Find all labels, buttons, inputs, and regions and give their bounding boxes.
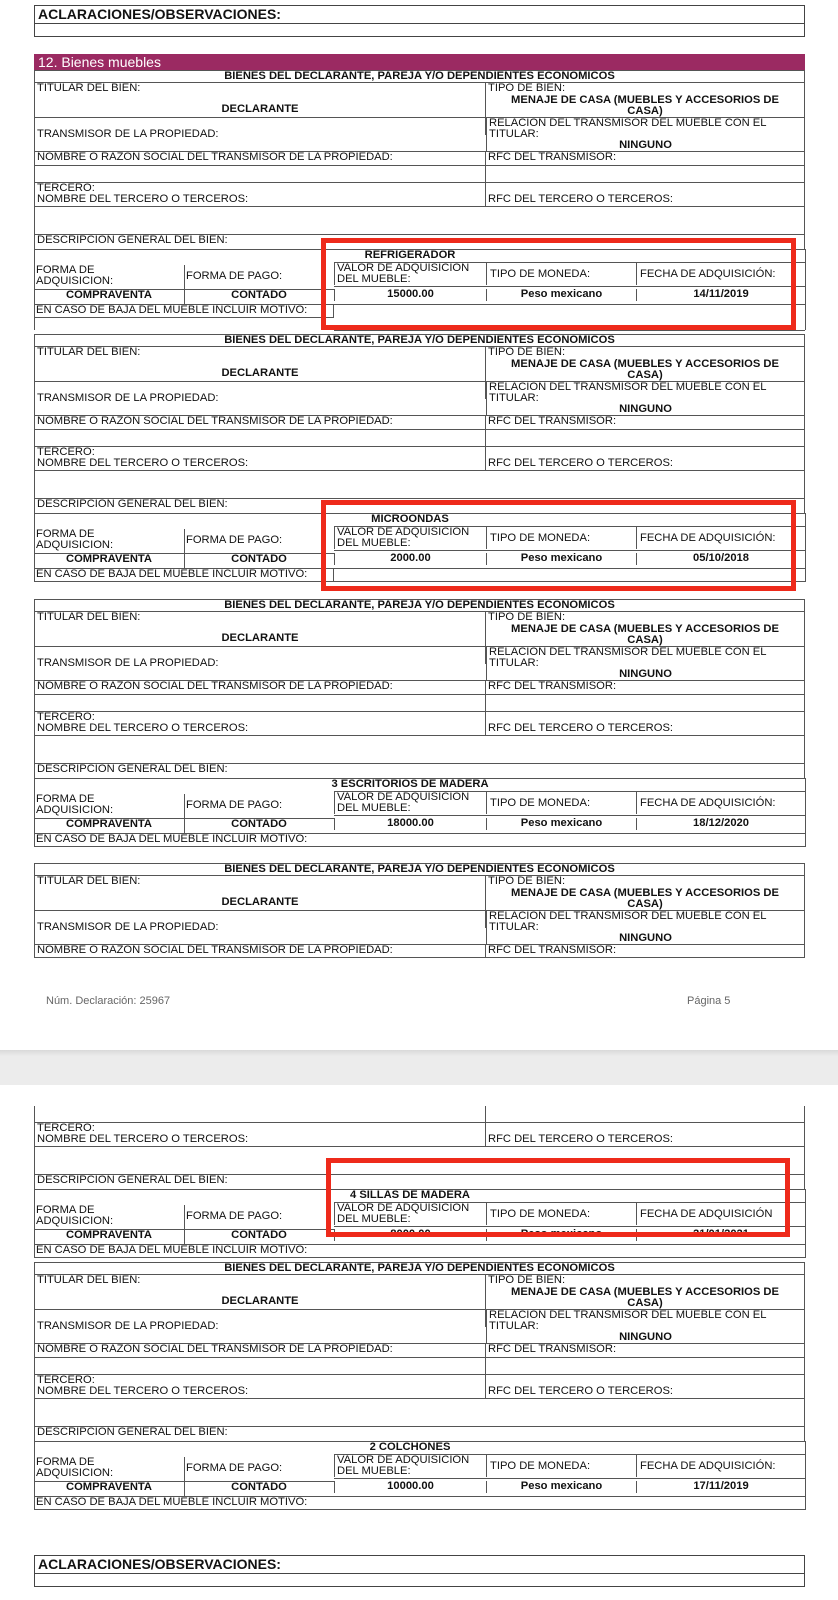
forma-adquisicion-label-2: ADQUISICIÓN:: [36, 1468, 114, 1479]
rfc-transmisor-label: RFC DEL TRANSMISOR:: [486, 945, 805, 958]
valor-label-2: DEL MUEBLE:: [334, 538, 486, 549]
titular-label: TITULAR DEL BIEN:: [34, 1275, 486, 1327]
fecha-label: FECHA DE ADQUISICIÓN:: [636, 792, 805, 814]
tipo-value-2: CASA): [486, 899, 805, 910]
moneda-label: TIPO DE MONEDA:: [486, 1455, 636, 1477]
nombre-tercero-label: NOMBRE DEL TERCERO O TERCEROS:: [34, 1386, 486, 1398]
titular-label: TITULAR DEL BIEN:: [34, 612, 486, 664]
document-page-2: [0, 1085, 838, 1600]
forma-pago-label: FORMA DE PAGO:: [186, 534, 283, 546]
rfc-tercero-label: RFC DEL TERCERO O TERCEROS:: [486, 1375, 805, 1398]
tercero-label: TERCERO:: [34, 447, 486, 458]
descripcion-value: 2 COLCHONES: [369, 1442, 451, 1453]
moneda-value: Peso mexicano: [486, 1229, 636, 1241]
rfc-tercero-label: RFC DEL TERCERO O TERCEROS:: [486, 447, 805, 470]
valor-value: 18000.00: [334, 818, 486, 830]
nombre-transmisor-label: NOMBRE O RAZÓN SOCIAL DEL TRANSMISOR DE LA PROPIEDAD:: [34, 1344, 486, 1357]
forma-pago-value: CONTADO: [231, 290, 287, 301]
relacion-value: NINGUNO: [486, 1332, 805, 1343]
forma-adquisicion-value: COMPRAVENTA: [66, 1230, 152, 1241]
valor-label-1: VALOR DE ADQUISICIÓN: [334, 263, 486, 274]
forma-adquisicion-value: COMPRAVENTA: [66, 290, 152, 301]
block-title: BIENES DEL DECLARANTE, PAREJA Y/O DEPENDIENTES ECONÓMICOS: [34, 70, 805, 83]
relacion-label-2: TITULAR:: [486, 922, 805, 933]
baja-label: EN CASO DE BAJA DEL MUEBLE INCLUIR MOTIVO:: [34, 305, 334, 317]
relacion-value: NINGUNO: [486, 140, 805, 151]
descripcion-value: MICROONDAS: [371, 514, 449, 525]
valor-label-1: VALOR DE ADQUISICIÓN: [334, 792, 486, 803]
fecha-label: FECHA DE ADQUISICIÓN:: [636, 527, 805, 549]
titular-value: DECLARANTE: [221, 104, 299, 115]
moneda-value: Peso mexicano: [486, 818, 636, 830]
valor-label-2: DEL MUEBLE:: [334, 1214, 486, 1225]
nombre-tercero-label: NOMBRE DEL TERCERO O TERCEROS:: [34, 194, 486, 206]
descripcion-label: DESCRIPCIÓN GENERAL DEL BIEN:: [34, 499, 805, 513]
forma-adquisicion-value: COMPRAVENTA: [66, 1482, 152, 1493]
tipo-value-1: MENAJE DE CASA (MUEBLES Y ACCESORIOS DE: [486, 624, 805, 635]
valor-value: 10000.00: [334, 1481, 486, 1493]
forma-adquisicion-label-2: ADQUISICIÓN:: [36, 276, 114, 287]
rfc-transmisor-label: RFC DEL TRANSMISOR:: [486, 152, 805, 165]
transmisor-label: TRANSMISOR DE LA PROPIEDAD:: [34, 1310, 486, 1343]
nombre-tercero-label: NOMBRE DEL TERCERO O TERCEROS:: [34, 1134, 486, 1146]
descripcion-value: 3 ESCRITORIOS DE MADERA: [331, 779, 489, 790]
baja-label: EN CASO DE BAJA DEL MUEBLE INCLUIR MOTIVO:: [36, 1497, 308, 1508]
relacion-label-1: RELACIÓN DEL TRANSMISOR DEL MUEBLE CON EL: [486, 911, 805, 922]
forma-adquisicion-value: COMPRAVENTA: [66, 819, 152, 830]
section-title: 12. Bienes muebles: [34, 54, 805, 70]
fecha-label: FECHA DE ADQUISICIÓN:: [636, 263, 805, 285]
relacion-label-1: RELACIÓN DEL TRANSMISOR DEL MUEBLE CON EL: [486, 382, 805, 393]
tipo-value-2: CASA): [486, 635, 805, 646]
forma-adquisicion-label-1: FORMA DE: [36, 529, 95, 540]
forma-pago-label: FORMA DE PAGO:: [186, 270, 283, 282]
valor-label-1: VALOR DE ADQUISICIÓN: [334, 1455, 486, 1466]
baja-label: EN CASO DE BAJA DEL MUEBLE INCLUIR MOTIVO:: [36, 834, 308, 845]
nombre-transmisor-label: NOMBRE O RAZÓN SOCIAL DEL TRANSMISOR DE LA PROPIEDAD:: [34, 681, 486, 694]
tipo-value-1: MENAJE DE CASA (MUEBLES Y ACCESORIOS DE: [486, 359, 805, 370]
block-title: BIENES DEL DECLARANTE, PAREJA Y/O DEPENDIENTES ECONÓMICOS: [34, 1262, 805, 1275]
fecha-value: 05/10/2018: [636, 553, 805, 565]
rfc-transmisor-label: RFC DEL TRANSMISOR:: [486, 1344, 805, 1357]
highlight-box-1: [321, 238, 796, 330]
tercero-label: TERCERO:: [34, 1123, 486, 1134]
titular-label: TITULAR DEL BIEN:: [34, 347, 486, 399]
descripcion-value: 4 SILLAS DE MADERA: [350, 1190, 470, 1201]
moneda-value: Peso mexicano: [486, 1481, 636, 1493]
tercero-label: TERCERO:: [34, 1375, 486, 1386]
rfc-transmisor-label: RFC DEL TRANSMISOR:: [486, 681, 805, 694]
nombre-tercero-label: NOMBRE DEL TERCERO O TERCEROS:: [34, 458, 486, 470]
forma-adquisicion-value: COMPRAVENTA: [66, 554, 152, 565]
descripcion-value: REFRIGERADOR: [364, 250, 456, 261]
transmisor-label: TRANSMISOR DE LA PROPIEDAD:: [34, 647, 486, 680]
forma-pago-label: FORMA DE PAGO:: [186, 1210, 283, 1222]
valor-label-1: VALOR DE ADQUISICIÓN: [334, 527, 486, 538]
forma-pago-value: CONTADO: [231, 554, 287, 565]
forma-adquisicion-label-1: FORMA DE: [36, 794, 95, 805]
moneda-value: Peso mexicano: [486, 553, 636, 565]
transmisor-label: TRANSMISOR DE LA PROPIEDAD:: [34, 118, 486, 151]
baja-label: EN CASO DE BAJA DEL MUEBLE INCLUIR MOTIVO:: [34, 569, 334, 581]
transmisor-label: TRANSMISOR DE LA PROPIEDAD:: [34, 382, 486, 415]
fecha-value: 21/01/2021: [636, 1229, 805, 1241]
descripcion-label: DESCRIPCIÓN GENERAL DEL BIEN:: [34, 1427, 805, 1441]
block-title: BIENES DEL DECLARANTE, PAREJA Y/O DEPENDIENTES ECONÓMICOS: [34, 334, 805, 347]
tipo-value-2: CASA): [486, 370, 805, 381]
titular-value: DECLARANTE: [221, 368, 299, 379]
titular-value: DECLARANTE: [221, 633, 299, 644]
relacion-label-1: RELACIÓN DEL TRANSMISOR DEL MUEBLE CON EL: [486, 1310, 805, 1321]
nombre-tercero-label: NOMBRE DEL TERCERO O TERCEROS:: [34, 723, 486, 735]
relacion-label-2: TITULAR:: [486, 1321, 805, 1332]
titular-value: DECLARANTE: [221, 897, 299, 908]
tipo-value-2: CASA): [486, 106, 805, 117]
rfc-tercero-label: RFC DEL TERCERO O TERCEROS:: [486, 712, 805, 735]
valor-label-2: DEL MUEBLE:: [334, 1466, 486, 1477]
relacion-label-2: TITULAR:: [486, 393, 805, 404]
baja-label: EN CASO DE BAJA DEL MUEBLE INCLUIR MOTIVO:: [36, 1245, 308, 1256]
moneda-label: TIPO DE MONEDA:: [486, 263, 636, 285]
fecha-label: FECHA DE ADQUISICIÓN: [636, 1203, 805, 1225]
observations-label: ACLARACIONES/OBSERVACIONES:: [35, 1556, 804, 1574]
tipo-value-2: CASA): [486, 1298, 805, 1309]
page-gap: [0, 1050, 838, 1085]
descripcion-label: DESCRIPCIÓN GENERAL DEL BIEN:: [34, 764, 805, 778]
tipo-value-1: MENAJE DE CASA (MUEBLES Y ACCESORIOS DE: [486, 95, 805, 106]
forma-adquisicion-label-2: ADQUISICIÓN:: [36, 1216, 114, 1227]
relacion-value: NINGUNO: [486, 669, 805, 680]
titular-label: TITULAR DEL BIEN:: [34, 83, 486, 135]
moneda-label: TIPO DE MONEDA:: [486, 1203, 636, 1225]
relacion-label-1: RELACIÓN DEL TRANSMISOR DEL MUEBLE CON EL: [486, 118, 805, 129]
valor-label-1: VALOR DE ADQUISICIÓN: [334, 1203, 486, 1214]
valor-label-2: DEL MUEBLE:: [334, 803, 486, 814]
valor-value: 8000.00: [334, 1229, 486, 1241]
rfc-tercero-label: RFC DEL TERCERO O TERCEROS:: [486, 183, 805, 206]
footer-declaration-number: Núm. Declaración: 25967: [46, 995, 171, 1007]
forma-pago-value: CONTADO: [231, 1482, 287, 1493]
fecha-value: 18/12/2020: [636, 818, 805, 830]
descripcion-label: DESCRIPCIÓN GENERAL DEL BIEN:: [34, 1175, 805, 1189]
block-title: BIENES DEL DECLARANTE, PAREJA Y/O DEPENDIENTES ECONÓMICOS: [34, 599, 805, 612]
rfc-transmisor-label: RFC DEL TRANSMISOR:: [486, 416, 805, 429]
titular-value: DECLARANTE: [221, 1296, 299, 1307]
tipo-value-1: MENAJE DE CASA (MUEBLES Y ACCESORIOS DE: [486, 1287, 805, 1298]
rfc-tercero-label: RFC DEL TERCERO O TERCEROS:: [486, 1123, 805, 1146]
tipo-label: TIPO DE BIEN:: [486, 83, 805, 95]
forma-pago-value: CONTADO: [231, 1230, 287, 1241]
valor-value: 15000.00: [334, 289, 486, 301]
nombre-transmisor-label: NOMBRE O RAZÓN SOCIAL DEL TRANSMISOR DE LA PROPIEDAD:: [34, 945, 486, 958]
valor-value: 2000.00: [334, 553, 486, 565]
tipo-value-1: MENAJE DE CASA (MUEBLES Y ACCESORIOS DE: [486, 888, 805, 899]
forma-pago-label: FORMA DE PAGO:: [186, 1462, 283, 1474]
fecha-value: 14/11/2019: [636, 289, 805, 301]
forma-pago-label: FORMA DE PAGO:: [186, 799, 283, 811]
tercero-label: TERCERO:: [34, 712, 486, 723]
footer-page-number: Página 5: [687, 995, 731, 1007]
relacion-label-2: TITULAR:: [486, 129, 805, 140]
forma-pago-value: CONTADO: [231, 819, 287, 830]
observations-box-top: [34, 5, 805, 37]
moneda-label: TIPO DE MONEDA:: [486, 792, 636, 814]
forma-adquisicion-label-2: ADQUISICIÓN:: [36, 805, 114, 816]
fecha-label: FECHA DE ADQUISICIÓN:: [636, 1455, 805, 1477]
descripcion-label: DESCRIPCIÓN GENERAL DEL BIEN:: [34, 235, 805, 249]
moneda-value: Peso mexicano: [486, 289, 636, 301]
forma-adquisicion-label-1: FORMA DE: [36, 265, 95, 276]
highlight-box-2: [321, 500, 796, 591]
tercero-label: TERCERO:: [34, 183, 486, 194]
forma-adquisicion-label-1: FORMA DE: [36, 1457, 95, 1468]
relacion-value: NINGUNO: [486, 404, 805, 415]
nombre-transmisor-label: NOMBRE O RAZÓN SOCIAL DEL TRANSMISOR DE LA PROPIEDAD:: [34, 416, 486, 429]
block-title: BIENES DEL DECLARANTE, PAREJA Y/O DEPENDIENTES ECONÓMICOS: [34, 863, 805, 876]
valor-label-2: DEL MUEBLE:: [334, 274, 486, 285]
observations-box-bottom: [34, 1555, 805, 1587]
titular-label: TITULAR DEL BIEN:: [34, 876, 486, 928]
moneda-label: TIPO DE MONEDA:: [486, 527, 636, 549]
forma-adquisicion-label-1: FORMA DE: [36, 1205, 95, 1216]
observations-label: ACLARACIONES/OBSERVACIONES:: [35, 6, 804, 24]
tipo-label: TIPO DE BIEN:: [486, 1275, 805, 1287]
transmisor-label: TRANSMISOR DE LA PROPIEDAD:: [34, 911, 486, 944]
fecha-value: 17/11/2019: [636, 1481, 805, 1493]
tipo-label: TIPO DE BIEN:: [486, 347, 805, 359]
relacion-label-1: RELACIÓN DEL TRANSMISOR DEL MUEBLE CON EL: [486, 647, 805, 658]
relacion-label-2: TITULAR:: [486, 658, 805, 669]
nombre-transmisor-label: NOMBRE O RAZÓN SOCIAL DEL TRANSMISOR DE LA PROPIEDAD:: [34, 152, 486, 165]
forma-adquisicion-label-2: ADQUISICIÓN:: [36, 540, 114, 551]
highlight-box-3: [326, 1158, 790, 1237]
tipo-label: TIPO DE BIEN:: [486, 876, 805, 888]
relacion-value: NINGUNO: [486, 933, 805, 944]
tipo-label: TIPO DE BIEN:: [486, 612, 805, 624]
